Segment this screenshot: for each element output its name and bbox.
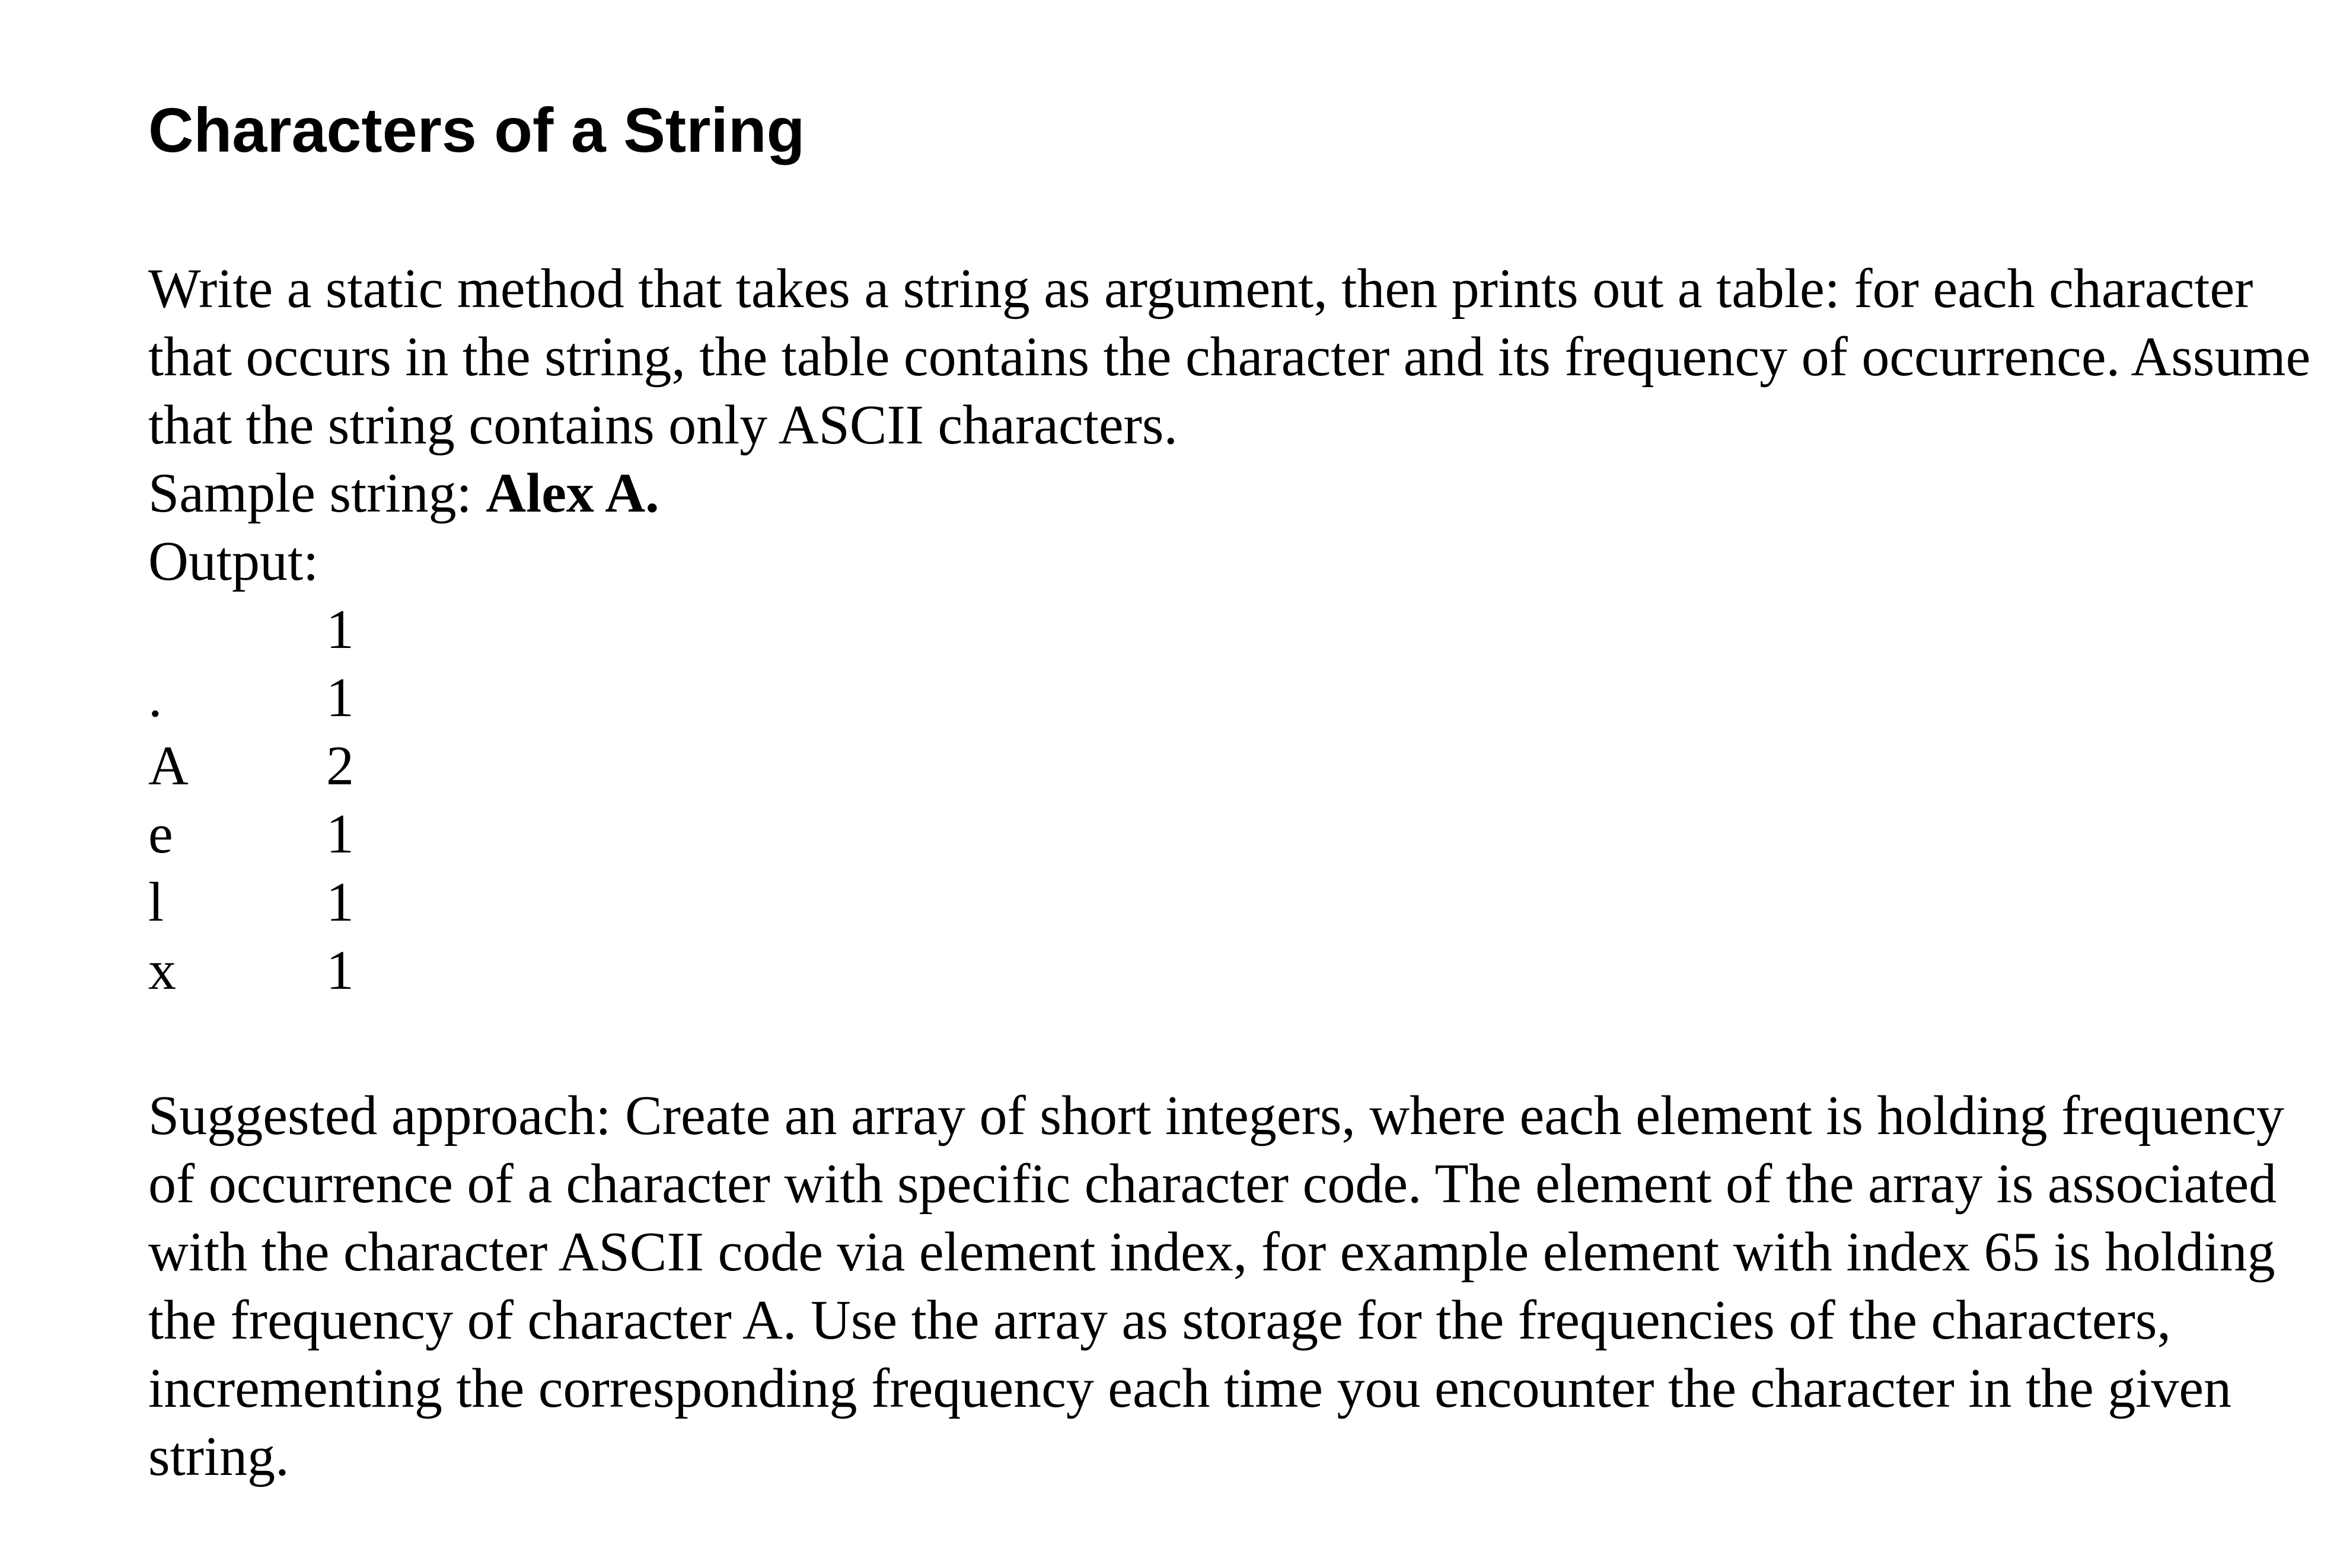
table-row [148,937,354,1005]
output-frequency: 1 [326,871,354,933]
intro-paragraph: Write a static method that takes a string as argument, then prints out a table: for each character that occurs in the string, the table contains the character and its frequency of occurrence. Assume that the string contains only ASCII characters. [148,258,2311,456]
approach-paragraph: Suggested approach: Create an array of short integers, where each element is holding frequency of occurrence of a character with specific character code. The element of the array is associated with the character ASCII code via element index, for example element with index 65 is holding the frequency of character A. Use the array as storage for the frequencies of the characters, incrementing the corresponding frequency each time you encounter the character in the given string. [148,1085,2284,1487]
output-char: x [148,940,176,1001]
suggested-approach [148,1082,2319,1491]
table-row [148,664,354,732]
sample-string-line [148,459,2319,528]
output-frequency: 1 [326,667,354,729]
sample-string-value: Alex A. [486,462,659,524]
document-page [148,89,2319,1491]
output-char [148,596,326,664]
table-row [148,596,354,664]
output-label: Output: [148,531,319,592]
table-row [148,800,354,868]
output-char: A [148,735,189,797]
output-frequency: 1 [326,940,354,1001]
sample-string-label: Sample string: [148,462,486,524]
document-title: Characters of a String [148,95,805,165]
output-frequency: 1 [326,599,354,660]
output-frequency: 2 [326,735,354,797]
table-row [148,868,354,937]
output-char: e [148,803,173,865]
output-frequency: 1 [326,803,354,865]
output-table [148,596,354,1005]
problem-statement [148,255,2319,1005]
output-char: l [148,871,164,933]
table-row [148,732,354,800]
output-char: . [148,667,162,729]
